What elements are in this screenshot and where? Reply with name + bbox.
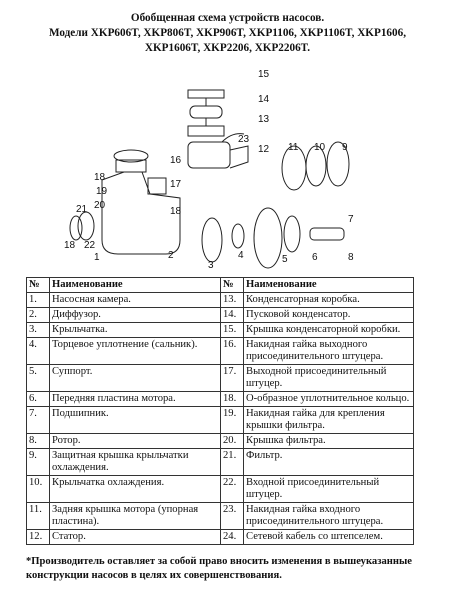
part-name: Насосная камера. [50, 293, 221, 308]
callout-7: 7 [348, 214, 354, 225]
part-number: 15. [221, 323, 244, 338]
part-number: 24. [221, 530, 244, 545]
part-number: 16. [221, 338, 244, 365]
motor-front-plate-part [284, 216, 300, 252]
pump-chamber-part [102, 172, 180, 254]
part-name: Задняя крышка мотора (упорная пластина). [50, 503, 221, 530]
callout-3: 3 [208, 260, 214, 271]
manufacturer-note: *Производитель оставляет за собой право вносить изменения в вышеуказанные конструкции насосов в целях их совершенствования. [26, 556, 412, 581]
callout-15: 15 [258, 69, 270, 80]
part-name: Статор. [50, 530, 221, 545]
part-name: Фильтр. [244, 449, 414, 476]
inlet-nut-part [70, 216, 82, 240]
part-name: Крышка конденсаторной коробки. [244, 323, 414, 338]
impeller-part [232, 224, 244, 248]
table-row [27, 449, 414, 476]
part-number: 4. [27, 338, 50, 365]
parts-table [26, 277, 414, 545]
capacitor-part [190, 106, 222, 118]
diffuser-part [202, 218, 222, 262]
callout-14: 14 [258, 94, 270, 105]
part-name: Конденсаторная коробка. [244, 293, 414, 308]
part-number: 11. [27, 503, 50, 530]
callout-13: 13 [258, 114, 270, 125]
part-number: 17. [221, 365, 244, 392]
header-name-1: Наименование [50, 278, 221, 293]
part-number: 10. [27, 476, 50, 503]
part-name: Крыльчатка. [50, 323, 221, 338]
callout-19: 18 [94, 172, 106, 183]
doc-title-line-1: Обобщенная схема устройств насосов. [130, 12, 325, 24]
part-number: 22. [221, 476, 244, 503]
motor-body-part [188, 142, 230, 168]
callout-16: 16 [170, 155, 182, 166]
rotor-part [310, 228, 344, 240]
callout-6: 6 [312, 252, 318, 263]
table-row [27, 365, 414, 392]
support-part [254, 208, 282, 268]
part-name: Крышка фильтра. [244, 434, 414, 449]
table-row [27, 503, 414, 530]
part-name: О-образное уплотнительное кольцо. [244, 392, 414, 407]
part-name: Пусковой конденсатор. [244, 308, 414, 323]
part-name: Крыльчатка охлаждения. [50, 476, 221, 503]
part-name: Подшипник. [50, 407, 221, 434]
table-row [27, 338, 414, 365]
table-row [27, 323, 414, 338]
part-number: 18. [221, 392, 244, 407]
part-name: Накидная гайка входного присоединительного штуцера. [244, 503, 414, 530]
callout-2: 2 [168, 250, 174, 261]
part-name: Передняя пластина мотора. [50, 392, 221, 407]
callout-22: 21 [76, 204, 88, 215]
doc-title-line-2: Модели XKP606T, XKP806T, XKP906T, XKP1106, XKP1106T, XKP1606, [48, 27, 407, 39]
part-number: 14. [221, 308, 244, 323]
callout-9: 9 [342, 142, 348, 153]
outlet-union-part [148, 178, 166, 194]
part-number: 8. [27, 434, 50, 449]
callout-1: 1 [94, 252, 100, 263]
part-number: 13. [221, 293, 244, 308]
part-name: Защитная крышка крыльчатки охлаждения. [50, 449, 221, 476]
part-number: 20. [221, 434, 244, 449]
part-number: 5. [27, 365, 50, 392]
header-name-2: Наименование [244, 278, 414, 293]
part-name: Накидная гайка для крепления крышки фильтра. [244, 407, 414, 434]
table-row [27, 308, 414, 323]
callout-18a: 18 [170, 206, 182, 217]
table-row [27, 293, 414, 308]
pump-exploded-diagram [62, 62, 362, 274]
callout-11: 11 [288, 142, 299, 153]
callout-20: 19 [96, 186, 108, 197]
capacitor-box-part [188, 126, 224, 136]
part-name: Накидная гайка выходного присоединительного штуцера. [244, 338, 414, 365]
callout-21: 20 [94, 200, 106, 211]
callout-23: 22 [84, 240, 96, 251]
capacitor-box-cover-part [188, 90, 224, 98]
table-row [27, 434, 414, 449]
table-row [27, 407, 414, 434]
callout-10: 10 [314, 142, 326, 153]
part-number: 7. [27, 407, 50, 434]
part-name: Торцевое уплотнение (сальник). [50, 338, 221, 365]
part-name: Диффузор. [50, 308, 221, 323]
callout-8: 8 [348, 252, 354, 263]
table-row [27, 530, 414, 545]
part-name: Суппорт. [50, 365, 221, 392]
part-number: 1. [27, 293, 50, 308]
part-number: 3. [27, 323, 50, 338]
part-name: Ротор. [50, 434, 221, 449]
header-number-1: № [27, 278, 50, 293]
part-number: 2. [27, 308, 50, 323]
doc-title-line-3: XKP1606T, XKP2206, XKP2206T. [144, 42, 311, 54]
part-number: 21. [221, 449, 244, 476]
callout-5: 5 [282, 254, 288, 265]
callout-17: 17 [170, 179, 182, 190]
table-row [27, 392, 414, 407]
part-number: 19. [221, 407, 244, 434]
part-name: Сетевой кабель со штепселем. [244, 530, 414, 545]
part-number: 9. [27, 449, 50, 476]
part-name: Выходной присоединительный штуцер. [244, 365, 414, 392]
part-number: 23. [221, 503, 244, 530]
table-row [27, 476, 414, 503]
callout-24: 23 [238, 134, 250, 145]
callout-4: 4 [238, 250, 244, 261]
callout-18b: 18 [64, 240, 76, 251]
table-header-row [27, 278, 414, 293]
part-number: 12. [27, 530, 50, 545]
callout-12: 12 [258, 144, 270, 155]
part-number: 6. [27, 392, 50, 407]
header-number-2: № [221, 278, 244, 293]
part-name: Входной присоединительный штуцер. [244, 476, 414, 503]
